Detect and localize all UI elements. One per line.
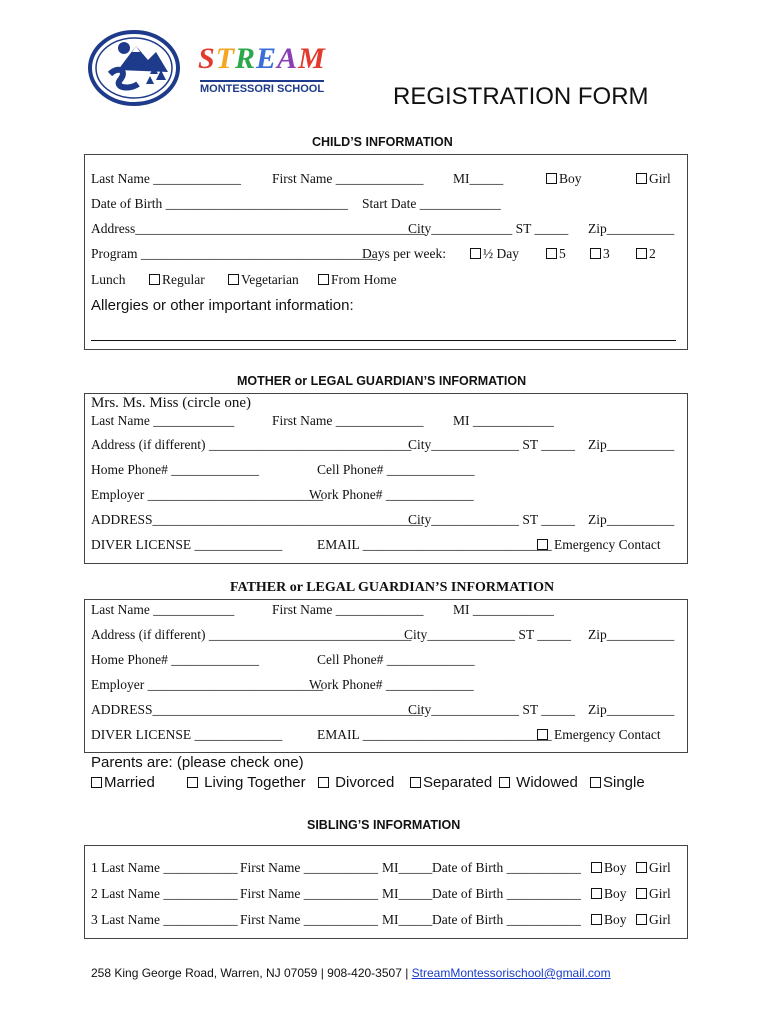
father-address[interactable]: Address (if different) ______________________________ (91, 627, 412, 642)
mother-emergency-checkbox[interactable]: Emergency Contact (537, 537, 661, 553)
mother-cell-phone[interactable]: Cell Phone# _____________ (317, 462, 475, 477)
sibling-last-name[interactable]: 3 Last Name ___________ (91, 912, 238, 927)
child-section-header: CHILD’S INFORMATION (312, 135, 453, 149)
checkbox-icon (591, 888, 602, 899)
logo-subtitle: MONTESSORI SCHOOL (200, 80, 324, 95)
mother-first-name[interactable]: First Name _____________ (272, 413, 424, 428)
mother-employer[interactable]: Employer __________________________ (91, 487, 324, 502)
child-allergies-label: Allergies or other important information: (91, 297, 354, 314)
mother-work-phone[interactable]: Work Phone# _____________ (309, 487, 474, 502)
checkbox-icon (318, 777, 329, 788)
father-zip[interactable]: Zip__________ (588, 627, 675, 642)
checkbox-icon (91, 777, 102, 788)
child-days-per-week-label: Days per week: (362, 246, 446, 261)
child-5-days-checkbox[interactable]: 5 (546, 246, 566, 262)
checkbox-icon (590, 777, 601, 788)
child-city-st[interactable]: City____________ ST _____ (408, 221, 569, 236)
father-employer-address[interactable]: ADDRESS________________________________________ (91, 702, 423, 717)
sibling-dob[interactable]: Date of Birth ___________ (432, 860, 581, 875)
mother-last-name[interactable]: Last Name ____________ (91, 413, 235, 428)
sibling-girl-checkbox[interactable]: Girl (636, 886, 671, 902)
father-emergency-checkbox[interactable]: Emergency Contact (537, 727, 661, 743)
child-3-days-checkbox[interactable]: 3 (590, 246, 610, 262)
checkbox-icon (228, 274, 239, 285)
father-employer-city-st[interactable]: City_____________ ST _____ (408, 702, 576, 717)
father-license[interactable]: DIVER LICENSE _____________ (91, 727, 283, 742)
father-employer-zip[interactable]: Zip__________ (588, 702, 675, 717)
sibling-last-name[interactable]: 2 Last Name ___________ (91, 886, 238, 901)
sibling-first-name[interactable]: First Name ___________ (240, 860, 378, 875)
mother-city-st[interactable]: City_____________ ST _____ (408, 437, 576, 452)
logo-name: STREAM (198, 42, 326, 75)
sibling-dob[interactable]: Date of Birth ___________ (432, 912, 581, 927)
school-logo (88, 28, 328, 108)
child-dob[interactable]: Date of Birth ___________________________ (91, 196, 348, 211)
footer (91, 966, 611, 980)
checkbox-icon (537, 729, 548, 740)
mother-home-phone[interactable]: Home Phone# _____________ (91, 462, 259, 477)
mother-zip[interactable]: Zip__________ (588, 437, 675, 452)
child-last-name[interactable]: Last Name _____________ (91, 171, 241, 186)
father-email[interactable]: EMAIL ____________________________ (317, 727, 552, 742)
parents-label: Parents are: (please check one) (91, 754, 304, 771)
mother-employer-zip[interactable]: Zip__________ (588, 512, 675, 527)
parents-divorced-checkbox[interactable]: Divorced (318, 774, 394, 791)
sibling-boy-checkbox[interactable]: Boy (591, 886, 627, 902)
checkbox-icon (590, 248, 601, 259)
parents-married-checkbox[interactable]: Married (91, 774, 155, 791)
form-title: REGISTRATION FORM (393, 83, 649, 110)
child-start-date[interactable]: Start Date ____________ (362, 196, 501, 211)
child-zip[interactable]: Zip__________ (588, 221, 675, 236)
father-section-header: FATHER or LEGAL GUARDIAN’S INFORMATION (230, 580, 555, 595)
checkbox-icon (546, 173, 557, 184)
father-mi[interactable]: MI ____________ (453, 602, 554, 617)
child-first-name[interactable]: First Name _____________ (272, 171, 424, 186)
parents-living-together-checkbox[interactable]: Living Together (187, 774, 306, 791)
parents-separated-checkbox[interactable]: Separated (410, 774, 492, 791)
mother-employer-address[interactable]: ADDRESS________________________________________ (91, 512, 423, 527)
checkbox-icon (410, 777, 421, 788)
checkbox-icon (636, 862, 647, 873)
checkbox-icon (470, 248, 481, 259)
sibling-mi[interactable]: MI_____ (382, 912, 433, 927)
footer-email-link[interactable]: StreamMontessorischool@gmail.com (411, 966, 611, 980)
mother-license[interactable]: DIVER LICENSE _____________ (91, 537, 283, 552)
father-first-name[interactable]: First Name _____________ (272, 602, 424, 617)
child-allergies-line[interactable] (91, 340, 676, 341)
child-address[interactable]: Address___________________________________________ (91, 221, 426, 236)
father-cell-phone[interactable]: Cell Phone# _____________ (317, 652, 475, 667)
father-employer[interactable]: Employer __________________________ (91, 677, 324, 692)
sibling-girl-checkbox[interactable]: Girl (636, 860, 671, 876)
child-program[interactable]: Program ___________________________________ (91, 246, 378, 261)
child-mi[interactable]: MI_____ (453, 171, 504, 186)
mother-employer-city-st[interactable]: City_____________ ST _____ (408, 512, 576, 527)
checkbox-icon (591, 914, 602, 925)
mother-email[interactable]: EMAIL ____________________________ (317, 537, 552, 552)
sibling-dob[interactable]: Date of Birth ___________ (432, 886, 581, 901)
father-home-phone[interactable]: Home Phone# _____________ (91, 652, 259, 667)
checkbox-icon (636, 248, 647, 259)
siblings-section-header: SIBLING’S INFORMATION (307, 818, 461, 832)
checkbox-icon (537, 539, 548, 550)
checkbox-icon (499, 777, 510, 788)
sibling-girl-checkbox[interactable]: Girl (636, 912, 671, 928)
sibling-mi[interactable]: MI_____ (382, 860, 433, 875)
sibling-first-name[interactable]: First Name ___________ (240, 886, 378, 901)
child-half-day-checkbox[interactable]: ½ Day (470, 246, 519, 262)
child-lunch-vegetarian-checkbox[interactable]: Vegetarian (228, 272, 299, 288)
checkbox-icon (318, 274, 329, 285)
mother-section-header: MOTHER or LEGAL GUARDIAN’S INFORMATION (237, 374, 527, 388)
checkbox-icon (636, 914, 647, 925)
child-girl-checkbox[interactable]: Girl (636, 171, 671, 187)
sibling-last-name[interactable]: 1 Last Name ___________ (91, 860, 238, 875)
footer-address: 258 King George Road, Warren, NJ 07059 | 908-420-3507 | (91, 966, 412, 980)
checkbox-icon (187, 777, 198, 788)
father-city-st[interactable]: City_____________ ST _____ (404, 627, 572, 642)
father-last-name[interactable]: Last Name ____________ (91, 602, 235, 617)
child-lunch-regular-checkbox[interactable]: Regular (149, 272, 205, 288)
father-work-phone[interactable]: Work Phone# _____________ (309, 677, 474, 692)
checkbox-icon (546, 248, 557, 259)
child-lunch-from-home-checkbox[interactable]: From Home (318, 272, 397, 288)
child-boy-checkbox[interactable]: Boy (546, 171, 582, 187)
mother-mi[interactable]: MI ____________ (453, 413, 554, 428)
sibling-first-name[interactable]: First Name ___________ (240, 912, 378, 927)
parents-single-checkbox[interactable]: Single (590, 774, 645, 791)
mother-salutation[interactable]: Mrs. Ms. Miss (circle one) (91, 395, 251, 411)
mother-address[interactable]: Address (if different) ______________________________ (91, 437, 412, 452)
sibling-boy-checkbox[interactable]: Boy (591, 860, 627, 876)
sibling-mi[interactable]: MI_____ (382, 886, 433, 901)
parents-widowed-checkbox[interactable]: Widowed (499, 774, 578, 791)
checkbox-icon (636, 173, 647, 184)
checkbox-icon (591, 862, 602, 873)
checkbox-icon (149, 274, 160, 285)
child-2-days-checkbox[interactable]: 2 (636, 246, 656, 262)
child-lunch-label: Lunch (91, 272, 126, 287)
checkbox-icon (636, 888, 647, 899)
sibling-boy-checkbox[interactable]: Boy (591, 912, 627, 928)
